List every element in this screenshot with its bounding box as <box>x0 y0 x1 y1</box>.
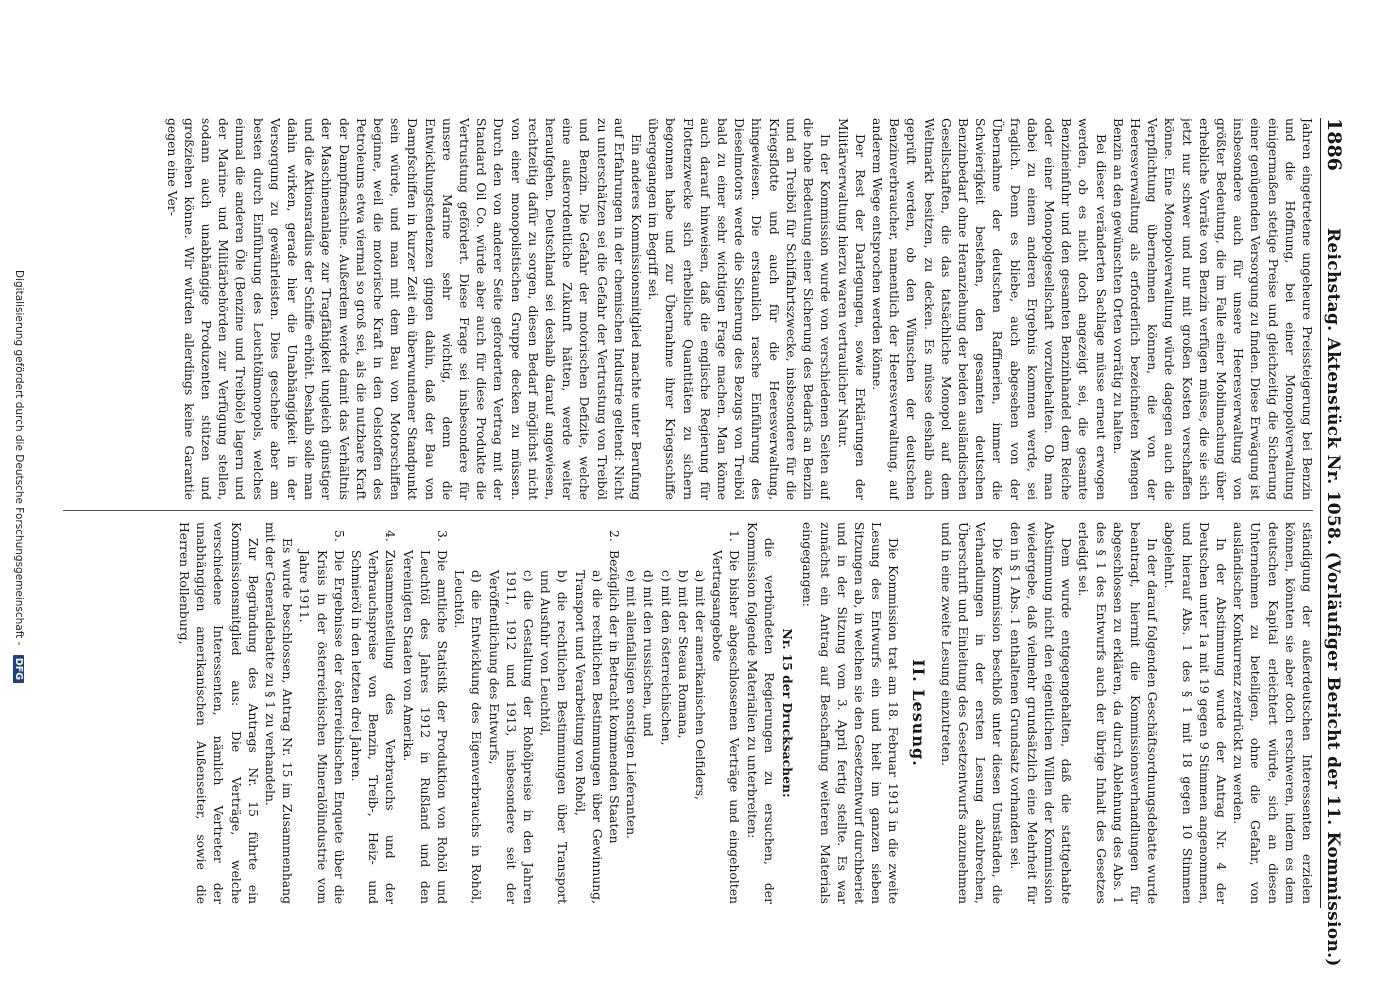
paragraph: Zur Begründung des Antrags Nr. 15 führte ein Kommissionsmitglied aus: Die Verträge, welche verschiedene Interessenten, nämlich Vertreter der unabhängigen amerikanischen Außenseiter, sowie die Herren Rollenburg, <box>177 522 260 904</box>
credit-text: Digitalisierung gefördert durch die Deutsche Forschungsgemeinschaft - <box>13 270 25 646</box>
list-item: 1. Die bisher abgeschlossenen Verträge und eingeholten Vertragsangebote <box>710 530 742 904</box>
section-heading: II. Lesung. <box>908 659 928 767</box>
list-item: c) mit den österreichischen, <box>658 570 673 746</box>
paragraph: In der Abstimmung wurde der Antrag Nr. 4 der Deutschen unter 1a mit 19 gegen 9 Stimmen angenommen, und hierauf Abs. 1 des § 1 mit 18 gegen 10 Stimmen abgelehnt. <box>1162 522 1228 904</box>
page-header-title: Reichstag. Aktenstück Nr. 1058. (Vorläufiger Bericht der 11. Kommission.) <box>1323 228 1343 967</box>
motion-reference: Nr. 15 der Drucksachen: <box>780 628 796 798</box>
paragraph: Die Kommission trat am 18. Februar 1913 in die zweite Lesung des Entwurfs ein und hielt im ganzen sieben Sitzungen ab, in welchen sie den Gesetzentwurf durchberiet und in der Sitzung vom 3. April fertig stellte. Es war zunächst ein Antrag auf Beschaffung weiteren Materials eingegangen: <box>800 522 901 904</box>
page-number: 1886 <box>1323 118 1345 171</box>
list-item: 3. Die amtliche Statistik der Produktion von Rohöl und Leuchtöl des Jahres 1912 in Rußland und den Vereinigten Staaten von Amerika. <box>400 530 450 904</box>
dfg-logo: DFG <box>13 655 24 683</box>
sub-list <box>450 522 605 904</box>
column-divider <box>63 510 1313 511</box>
list-item: a) mit der amerikanischen Oelfiders, <box>693 570 708 800</box>
list-item: b) die rechtlichen Bestimmungen über Transport und Ausfuhr von Leuchtöl, <box>538 570 570 904</box>
digitization-credit <box>13 270 25 970</box>
page-header <box>1320 118 1345 967</box>
left-text-column <box>65 118 1315 500</box>
list-item: b) mit der Steaua Romana, <box>675 570 690 739</box>
list-item: a) die rechtlichen Bestimmungen über Gewinnung, Transport und Verarbeitung von Rohöl, <box>572 570 604 904</box>
list-item: c) die Gestaltung der Rohölpreise in den Jahren 1911, 1912 und 1913, insbesondere seit der Veröffentlichung des Entwurfs, <box>486 570 536 904</box>
list-item: e) mit allenfallsigen sonstigen Lieferanten. <box>624 570 639 839</box>
paragraph: In der darauf folgenden Geschäftsordnungsdebatte wurde beantragt, hiermit die Kommissionsverhandlungen für abgeschlossen zu erklären, da durch Ablehnung des Abs. 1 des § 1 des Entwurfs auch der übrige Inhalt des Gesetzes erledigt sei. <box>1076 522 1160 904</box>
list-item: 5. Die Ergebnisse der österreichischen Enquete über die Krisis in der österreichischen Mineralölindustrie vom Jahre 1911. <box>297 530 346 904</box>
right-text-column <box>65 522 1315 904</box>
paragraph: ständigung der außerdeutschen Interessenten erzielen können, könnten sie aber doch erschweren, indem es dem deutschen Kapital erleichtert würde, sich an diesen Unternehmen zu beteiligen, ohne die Gefahr, von ausländischer Konkurrenz zerdrückt zu werden. <box>1231 522 1314 904</box>
paragraph: die verbündeten Regierungen zu ersuchen, der Kommission folgende Materialien zu unterbreiten: <box>744 522 776 904</box>
numbered-list <box>295 522 742 904</box>
list-item: 4. Zusammenstellung des Verbrauchs und der Verbrauchspreise von Benzin, Treib-, Heiz- und Schmieröl in den letzten drei Jahren. <box>349 530 398 904</box>
paragraph: Es wurde beschlossen, Antrag Nr. 15 im Zusammenhang mit der Generaldebatte zu § 1 zu verhandeln. <box>263 522 295 904</box>
list-item: d) die Entwicklung des Eigenverbrauchs in Rohöl, Leuchtöl. <box>452 570 484 904</box>
paragraph: Der Rest der Darlegungen, sowie Erklärungen der Militärverwaltung hierzu waren vertraulicher Natur. <box>835 118 867 500</box>
paragraph: Dem wurde entgegengehalten, daß die stattgehabte Abstimmung nicht den eigentlichen Willen der Kommission wiedergebe, daß vielmehr grundsätzlich eine Mehrheit für den in § 1 Abs. 1 enthaltenen Grundsatz vorhanden sei. <box>1007 522 1074 904</box>
paragraph: Ein anderes Kommissionsmitglied machte unter Berufung auf Erfahrungen in der chemischen Industrie geltend: Nicht zu unterschätzen sei die Gefahr der Vertrustung von Treiböl und Benzin. Die Gefahr der motorischen Defizite, welche eine außerordentliche Zukunft hätten, werde weiter heraufgehen. Deutschland sei deshalb darauf angewiesen, rechtzeitig dafür zu sorgen, diesen Bedarf möglichst nicht von einer monopolistischen Gruppe decken zu müssen. Durch den von anderer Seite geforderten Vertrag mit der Standard Oil Co. würde aber auch für diese Produkte die Vertrustung gefördert. Diese Frage sei insbesondere für unsere Marine sehr wichtig, denn die Entwicklungstendenzen gingen dahin, daß der Bau von Dampfschiffen in kurzer Zeit ein überwundener Standpunkt sein würde, und man mit dem Bau von Motorschiffen beginne, weil die motorische Kraft in den Oelstoffen des Petroleums etwa viermal so groß sei, als die nutzbare Kraft der Dampfmaschine. Außerdem werde damit das Verhältnis der Maschinenanlage zur Tragfähigkeit ungleich günstiger und die Aktionsradius der Schiffe erhöht. Deshalb solle man dahin wirken, gerade hier die Unabhängigkeit in der Versorgung zu gewährleisten. Dies geschehe aber am besten durch Einführung des Leuchtölmonopols, welches einmal die anderen Öle (Benzine und Treiböle) lagern und der Marine- und Militärbehörden zur Verfügung stellen, sodann auch unabhängige Produzenten stützen und großziehen könne. Wir würden allerdings keine Garantie gegen eine Ver- <box>164 118 644 500</box>
paragraph: Jahren eingetretene ungeheure Preissteigerung bei Benzin und die Hoffnung, bei einer Monopolverwaltung einigermaßen stetige Preise und gleichzeitig die Sicherung einer genügenden Versorgung zu finden. Diese Erwägung ist insbesondere auch für unsere Heeresverwaltung von größter Bedeutung, die im Falle einer Mobilmachung über erhebliche Vorräte von Benzin verfügen müsse, die sie sich jetzt nur schwer und nur mit großen Kosten verschaffen könne. Eine Monopolverwaltung würde dagegen auch die Verpflichtung übernehmen können, die von der Heeresverwaltung als erforderlich bezeichneten Mengen Benzin an den gewünschten Orten vorrätig zu halten. <box>1110 118 1314 500</box>
paragraph: In der Kommission wurde von verschiedenen Seiten auf die hohe Bedeutung einer Sicherung des Bedarfs an Benzin und an Treiböl für Schiffahrtszwecke, insbesondere für die Kriegsflotte und auch für die Heeresverwaltung, hingewiesen. Die erstaunlich rasche Einführung des Dieselmotors werde die Sicherung des Bezugs von Treiböl bald zu einer sehr wichtigen Frage machen. Man könne auch darauf hinweisen, daß die englische Regierung für Flottenzwecke sich erhebliche Quantitäten zu sichern begonnen habe und zur Übernahme ihrer Kriegsschiffe übergegangen im Begriff sei. <box>646 118 833 500</box>
paragraph: Bei dieser veränderten Sachlage müsse erneut erwogen werden, ob es nicht doch angezeigt sei, die gesamte Benzineinfuhr und den gesamten Benzinhandel dem Reiche oder einer Monopolgesellschaft vorzubehalten. Ob man dabei zu einem anderen Ergebnis kommen werde, sei fraglich. Denn es bliebe, auch abgesehen von der Übernahme der deutschen Raffinerien, immer die Schwierigkeit bestehen, den gesamten deutschen Benzinbedarf ohne Heranziehung der beiden ausländischen Gesellschaften, die das tatsächliche Monopol auf dem Weltmarkt besitzen, zu decken. Es müsse deshalb auch geprüft werden, ob den Wünschen der deutschen Benzinverbraucher, namentlich der Heeresverwaltung, auf anderem Wege entsprochen werden könne. <box>869 118 1108 500</box>
paragraph: Die Kommission beschloß unter diesen Umständen, die Verhandlungen in der ersten Lesung abzubrechen, Überschrift und Einleitung des Gesetzentwurfs anzunehmen und in eine zweite Lesung einzutreten. <box>938 522 1005 904</box>
list-item: d) mit den russischen, und <box>641 570 656 737</box>
list-item: 2. Bezüglich der in Betracht kommenden Staaten <box>607 530 622 844</box>
sub-list <box>622 522 708 904</box>
